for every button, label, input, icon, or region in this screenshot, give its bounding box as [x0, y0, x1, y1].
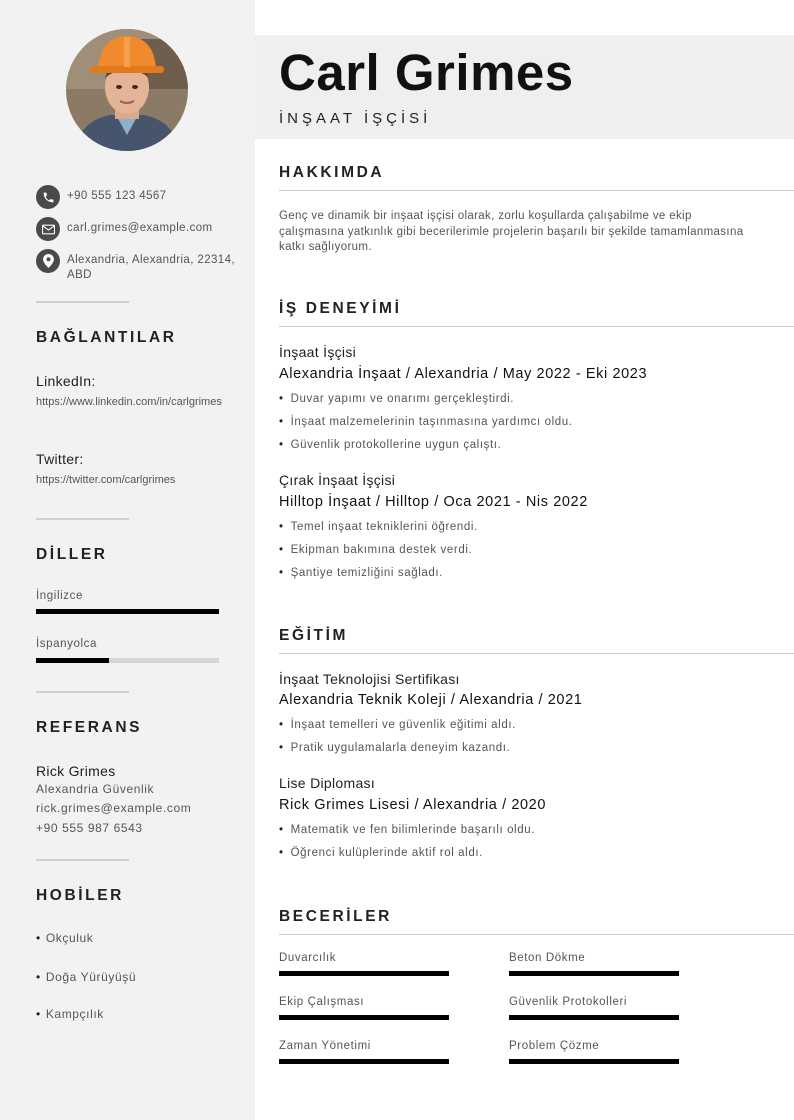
- experience-heading: İŞ DENEYİMİ: [279, 300, 402, 317]
- twitter-label: Twitter:: [36, 451, 84, 467]
- experience-bullet: • Temel inşaat tekniklerini öğrendi.: [279, 521, 478, 533]
- about-text: Genç ve dinamik bir inşaat işçisi olarak, zorlu koşullarda çalışabilme ve ekip çalışmasına yatkınlık gibi becerilerimle projelerin başarılı bir şekilde tamamlanmasına katkı sağlıyorum.: [279, 210, 744, 253]
- about-heading: HAKKIMDA: [279, 164, 385, 181]
- section-rule: [279, 653, 794, 654]
- experience-bullet: • İnşaat malzemelerinin taşınmasına yardımcı oldu.: [279, 416, 573, 428]
- experience-title: Çırak İnşaat İşçisi: [279, 472, 396, 488]
- language-name: İngilizce: [36, 590, 83, 602]
- skill-level-fill: [509, 971, 679, 976]
- phone-icon: [36, 185, 60, 209]
- skill-name: Duvarcılık: [279, 952, 337, 964]
- skill-level-fill: [279, 971, 449, 976]
- skill-name: Zaman Yönetimi: [279, 1040, 371, 1052]
- section-rule: [279, 326, 794, 327]
- language-level-fill: [36, 658, 109, 663]
- reference-name: Rick Grimes: [36, 763, 116, 779]
- skill-level-bar: [509, 1059, 679, 1064]
- email-address: carl.grimes@example.com: [67, 222, 213, 234]
- skill-level-fill: [509, 1059, 679, 1064]
- skill-level-fill: [509, 1015, 679, 1020]
- hobby-item: • Kampçılık: [36, 1007, 104, 1021]
- language-level-bar: [36, 658, 219, 663]
- sidebar: [0, 0, 255, 1120]
- education-title: İnşaat Teknolojisi Sertifikası: [279, 671, 460, 687]
- links-heading: BAĞLANTILAR: [36, 329, 177, 346]
- education-bullet: • Pratik uygulamalarla deneyim kazandı.: [279, 742, 510, 754]
- experience-bullet: • Duvar yapımı ve onarımı gerçekleştirdi.: [279, 393, 514, 405]
- education-title: Lise Diploması: [279, 775, 376, 791]
- skill-level-bar: [279, 1059, 449, 1064]
- skill-level-fill: [279, 1015, 449, 1020]
- header: [255, 35, 794, 139]
- skill-level-bar: [279, 1015, 449, 1020]
- skill-name: Problem Çözme: [509, 1040, 600, 1052]
- language-level-fill: [36, 609, 219, 614]
- job-title: İNŞAAT İŞÇİSİ: [279, 110, 432, 127]
- skills-heading: BECERİLER: [279, 908, 392, 925]
- sidebar-divider: [36, 859, 129, 861]
- language-level-bar: [36, 609, 219, 614]
- education-heading: EĞİTİM: [279, 627, 348, 644]
- hobby-item: • Okçuluk: [36, 931, 93, 945]
- experience-detail: Alexandria İnşaat / Alexandria / May 2022 - Eki 2023: [279, 366, 648, 382]
- sidebar-divider: [36, 518, 129, 520]
- avatar: [66, 29, 188, 151]
- reference-company: Alexandria Güvenlik: [36, 782, 155, 796]
- education-bullet: • İnşaat temelleri ve güvenlik eğitimi aldı.: [279, 719, 516, 731]
- sidebar-divider: [36, 301, 129, 303]
- education-bullet: • Öğrenci kulüplerinde aktif rol aldı.: [279, 847, 483, 859]
- linkedin-link[interactable]: https://www.linkedin.com/in/carlgrimes: [36, 396, 222, 408]
- experience-title: İnşaat İşçisi: [279, 344, 357, 360]
- reference-email: rick.grimes@example.com: [36, 801, 192, 815]
- education-bullet: • Matematik ve fen bilimlerinde başarılı oldu.: [279, 824, 535, 836]
- skill-name: Güvenlik Protokolleri: [509, 996, 628, 1008]
- hobbies-heading: HOBİLER: [36, 887, 124, 904]
- experience-detail: Hilltop İnşaat / Hilltop / Oca 2021 - Nis 2022: [279, 494, 588, 510]
- skill-name: Beton Dökme: [509, 952, 586, 964]
- location-pin-icon: [36, 249, 60, 273]
- contact-list: [36, 185, 241, 291]
- experience-bullet: • Güvenlik protokollerine uygun çalıştı.: [279, 439, 501, 451]
- skill-level-fill: [279, 1059, 449, 1064]
- skill-level-bar: [279, 971, 449, 976]
- phone-number: +90 555 123 4567: [67, 190, 167, 202]
- experience-bullet: • Ekipman bakımına destek verdi.: [279, 544, 472, 556]
- language-name: İspanyolca: [36, 638, 97, 650]
- postal-address: Alexandria, Alexandria, 22314, ABD: [67, 254, 235, 281]
- sidebar-divider: [36, 691, 129, 693]
- education-detail: Rick Grimes Lisesi / Alexandria / 2020: [279, 797, 546, 813]
- reference-phone: +90 555 987 6543: [36, 821, 143, 835]
- reference-heading: REFERANS: [36, 719, 143, 736]
- profile-photo: [66, 29, 188, 151]
- linkedin-label: LinkedIn:: [36, 373, 96, 389]
- contact-phone: [36, 185, 241, 209]
- experience-bullet: • Şantiye temizliğini sağladı.: [279, 567, 443, 579]
- education-detail: Alexandria Teknik Koleji / Alexandria / 2021: [279, 692, 583, 708]
- skill-name: Ekip Çalışması: [279, 996, 365, 1008]
- skill-level-bar: [509, 1015, 679, 1020]
- contact-address: [36, 249, 241, 283]
- envelope-icon: [36, 217, 60, 241]
- contact-email: [36, 217, 241, 241]
- hobby-item: • Doğa Yürüyüşü: [36, 970, 136, 984]
- person-name: Carl Grimes: [279, 44, 574, 101]
- section-rule: [279, 190, 794, 191]
- languages-heading: DİLLER: [36, 546, 108, 563]
- skill-level-bar: [509, 971, 679, 976]
- twitter-link[interactable]: https://twitter.com/carlgrimes: [36, 474, 176, 486]
- section-rule: [279, 934, 794, 935]
